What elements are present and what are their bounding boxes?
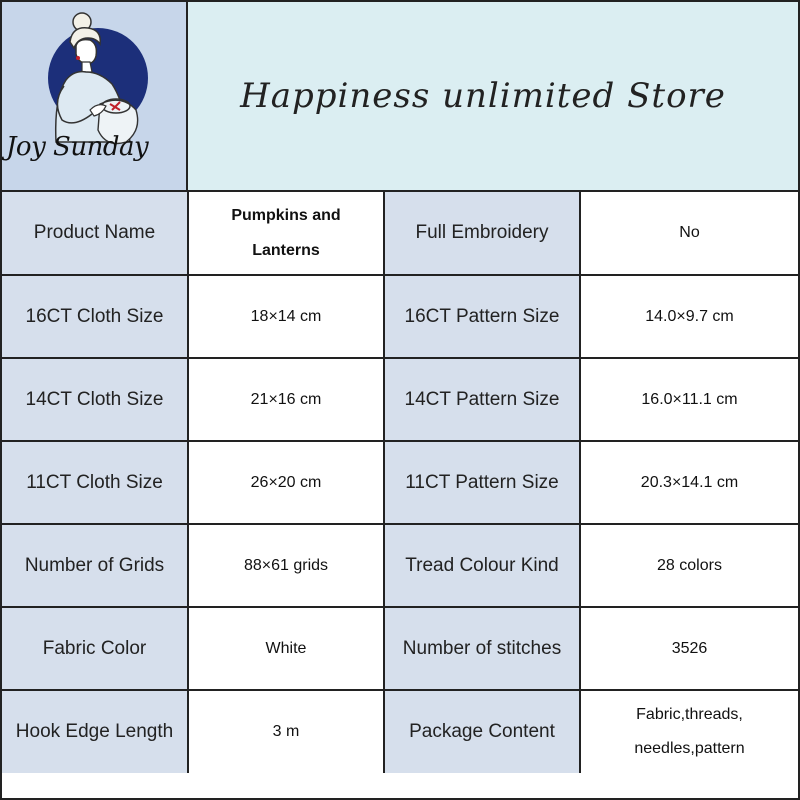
product-name-line: Pumpkins and Lanterns: [231, 207, 341, 259]
spec-label: Number of Grids: [2, 524, 188, 607]
table-row: [2, 275, 798, 358]
spec-label: Package Content: [384, 690, 580, 773]
spec-value: 88×61 grids: [188, 524, 384, 607]
table-row: [2, 607, 798, 690]
spec-value: 3 m: [188, 690, 384, 773]
table-row: [2, 358, 798, 441]
spec-value: 26×20 cm: [188, 441, 384, 524]
spec-label: Number of stitches: [384, 607, 580, 690]
store-banner: [188, 2, 798, 190]
spec-label: Hook Edge Length: [2, 690, 188, 773]
spec-value: White: [188, 607, 384, 690]
table-row: [2, 524, 798, 607]
spec-value: 3526: [580, 607, 798, 690]
table-row: [2, 192, 798, 275]
spec-label: 14CT Cloth Size: [2, 358, 188, 441]
spec-label: 11CT Pattern Size: [384, 441, 580, 524]
table-row: [2, 441, 798, 524]
spec-label: Full Embroidery: [384, 192, 580, 275]
spec-label: 11CT Cloth Size: [2, 441, 188, 524]
header: [2, 2, 798, 192]
spec-value: [580, 690, 798, 773]
spec-label: 16CT Pattern Size: [384, 275, 580, 358]
spec-value: 14.0×9.7 cm: [580, 275, 798, 358]
spec-label: Tread Colour Kind: [384, 524, 580, 607]
spec-value: [188, 192, 384, 275]
spec-value: No: [580, 192, 798, 275]
spec-label: Product Name: [2, 192, 188, 275]
spec-value: 21×16 cm: [188, 358, 384, 441]
spec-label: 14CT Pattern Size: [384, 358, 580, 441]
spec-value: 16.0×11.1 cm: [580, 358, 798, 441]
specs-table: [2, 192, 798, 773]
package-content-text: Fabric,threads, needles,pattern: [634, 706, 745, 757]
brand-name: Joy Sunday: [6, 132, 149, 162]
spec-label: 16CT Cloth Size: [2, 275, 188, 358]
brand-logo: [2, 2, 188, 190]
table-row: [2, 690, 798, 773]
spec-value: 18×14 cm: [188, 275, 384, 358]
spec-label: Fabric Color: [2, 607, 188, 690]
spec-value: 20.3×14.1 cm: [580, 441, 798, 524]
spec-value: 28 colors: [580, 524, 798, 607]
store-name: Happiness unlimited Store: [240, 76, 726, 116]
